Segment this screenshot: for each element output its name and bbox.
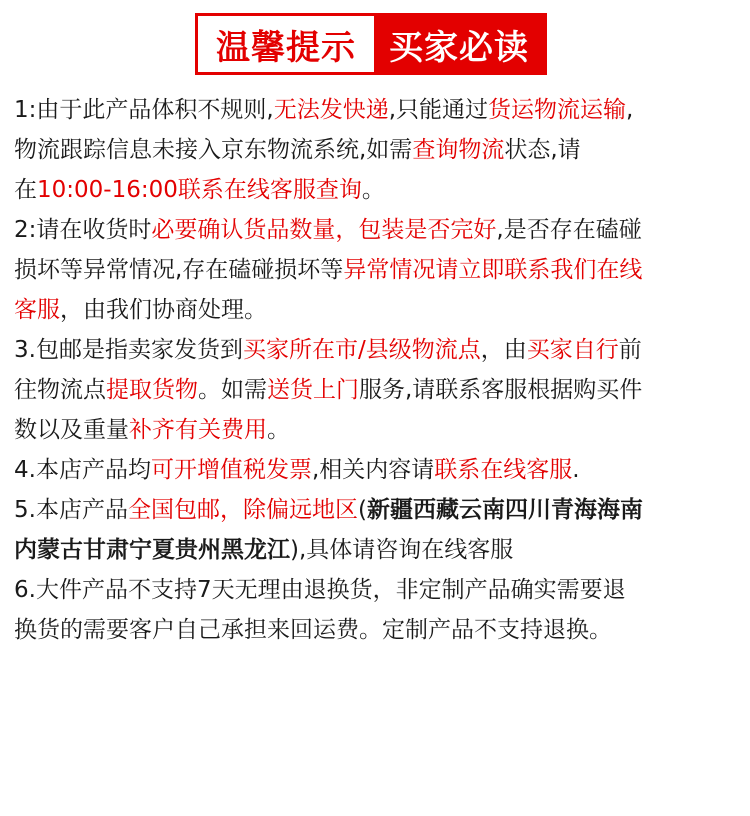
notice-text: 服务,请联系客服根据购买件 <box>359 377 643 403</box>
highlighted-text: 客服 <box>14 297 60 323</box>
highlighted-text: 必要确认货品数量，包装是否完好 <box>151 217 497 243</box>
notice-text: 。 <box>267 417 290 443</box>
notice-text: 前 <box>618 337 642 363</box>
highlighted-text: 联系在线客服 <box>434 457 573 483</box>
highlighted-text: 送货上门 <box>267 377 359 403</box>
notice-line <box>14 530 742 570</box>
notice-text: 。 <box>361 177 385 203</box>
notice-line <box>14 290 742 330</box>
notice-content <box>14 90 742 650</box>
notice-text: 3.包邮是指卖家发货到 <box>14 337 243 363</box>
notice-line <box>14 450 742 490</box>
notice-text: ，由我们协商处理。 <box>60 297 267 323</box>
notice-text: 往物流点 <box>14 377 106 403</box>
notice-line <box>14 370 742 410</box>
notice-text: 1:由于此产品体积不规则, <box>14 97 274 123</box>
notice-line <box>14 170 742 210</box>
highlighted-text: 无法发快递 <box>273 97 389 123</box>
notice-text: . <box>572 457 580 483</box>
notice-line <box>14 210 742 250</box>
notice-text: 5.本店产品 <box>14 497 128 523</box>
notice-text: ),具体请咨询在线客服 <box>290 537 514 563</box>
notice-line <box>14 570 742 610</box>
highlighted-text: 买家所在市/县级物流点 <box>242 337 481 363</box>
notice-text: ( <box>357 497 367 523</box>
notice-text: 新疆西藏云南四川青海海南 <box>366 497 643 523</box>
highlighted-text: 货运物流运输 <box>488 97 627 123</box>
notice-line <box>14 610 742 650</box>
notice-line <box>14 130 742 170</box>
notice-line <box>14 250 742 290</box>
notice-text: 物流跟踪信息未接入京东物流系统,如需 <box>14 137 413 163</box>
notice-text: 数以及重量 <box>14 417 129 443</box>
banner-title-buyer-must-read: 买家必读 <box>374 16 544 72</box>
notice-text: 4.本店产品均 <box>14 457 151 483</box>
notice-line <box>14 490 742 530</box>
highlighted-text: 买家自行 <box>526 337 619 363</box>
notice-text: , <box>626 97 634 123</box>
notice-text: ,是否存在磕碰 <box>496 217 642 243</box>
notice-line <box>14 330 742 370</box>
notice-text: 2:请在收货时 <box>14 217 152 243</box>
notice-text: ,只能通过 <box>388 97 489 123</box>
notice-text: 内蒙古甘肃宁夏贵州黑龙江 <box>14 537 290 563</box>
notice-text: 损坏等异常情况,存在磕碰损坏等 <box>14 257 344 283</box>
notice-text: 6.大件产品不支持7天无理由退换货，非定制产品确实需要退 <box>14 577 626 603</box>
notice-text: 换货的需要客户自己承担来回运费。定制产品不支持退换。 <box>14 617 612 643</box>
notice-text: ，由 <box>480 337 527 363</box>
notice-text: ,相关内容请 <box>311 457 435 483</box>
highlighted-text: 补齐有关费用 <box>129 417 267 443</box>
highlighted-text: 异常情况请立即联系我们在线 <box>343 257 643 283</box>
highlighted-text: 提取货物 <box>106 377 198 403</box>
notice-text: 状态,请 <box>504 137 581 163</box>
banner-title-warm-tips: 温馨提示 <box>198 16 374 72</box>
highlighted-text: 查询物流 <box>412 137 505 163</box>
notice-line <box>14 410 742 450</box>
notice-line <box>14 90 742 130</box>
notice-text: 。如需 <box>198 377 267 403</box>
notice-banner <box>195 13 547 75</box>
highlighted-text: 10:00-16:00联系在线客服查询 <box>37 177 362 203</box>
notice-text: 在 <box>14 177 37 203</box>
highlighted-text: 全国包邮，除偏远地区 <box>127 497 358 523</box>
highlighted-text: 可开增值税发票 <box>150 457 312 483</box>
